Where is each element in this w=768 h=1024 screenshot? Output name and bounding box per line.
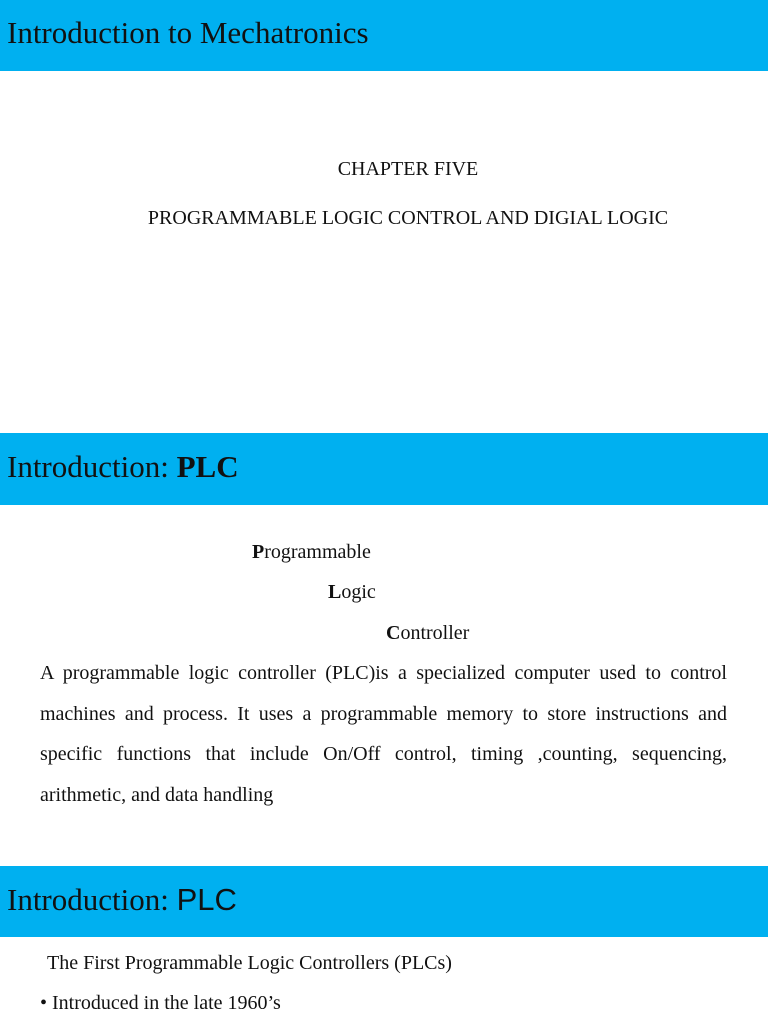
title-plc: PLC [176, 882, 237, 917]
title-bar [0, 0, 768, 71]
slide-1 [0, 0, 768, 432]
slide-title [7, 882, 237, 918]
title-bar [0, 866, 768, 937]
acronym-initial: C [386, 622, 401, 644]
acronym-rest: ogic [341, 581, 376, 603]
chapter-label: CHAPTER FIVE [337, 158, 479, 180]
acronym-line-c [386, 622, 469, 645]
acronym-initial: P [252, 541, 265, 563]
slide-title [7, 449, 239, 485]
bullet-text: Introduced in the late 1960’s [52, 992, 281, 1014]
slide-title: Introduction to Mechatronics [7, 15, 369, 50]
bullet-item [40, 992, 281, 1015]
title-plc: PLC [176, 449, 239, 484]
acronym-line-p [252, 541, 371, 564]
chapter-subtitle: PROGRAMMABLE LOGIC CONTROL AND DIGIAL LOGIC [147, 207, 669, 229]
title-bar [0, 433, 768, 505]
title-prefix: Introduction: [7, 882, 177, 917]
slide-2 [0, 433, 768, 865]
section-heading: The First Programmable Logic Controllers (PLCs) [47, 952, 452, 974]
bullet-dot: • [40, 992, 48, 1014]
acronym-rest: ontroller [400, 622, 470, 644]
acronym-line-l [328, 581, 376, 604]
title-prefix: Introduction: [7, 449, 177, 484]
acronym-initial: L [328, 581, 342, 603]
acronym-rest: rogrammable [264, 541, 371, 563]
plc-definition: A programmable logic controller (PLC)is a specialized computer used to control machines and process. It uses a programmable memory to store instructions and specific functions that include On/Off control, timing ,counting, sequencing, arithmetic, and data handling [40, 662, 727, 807]
slide-3 [0, 866, 768, 1024]
